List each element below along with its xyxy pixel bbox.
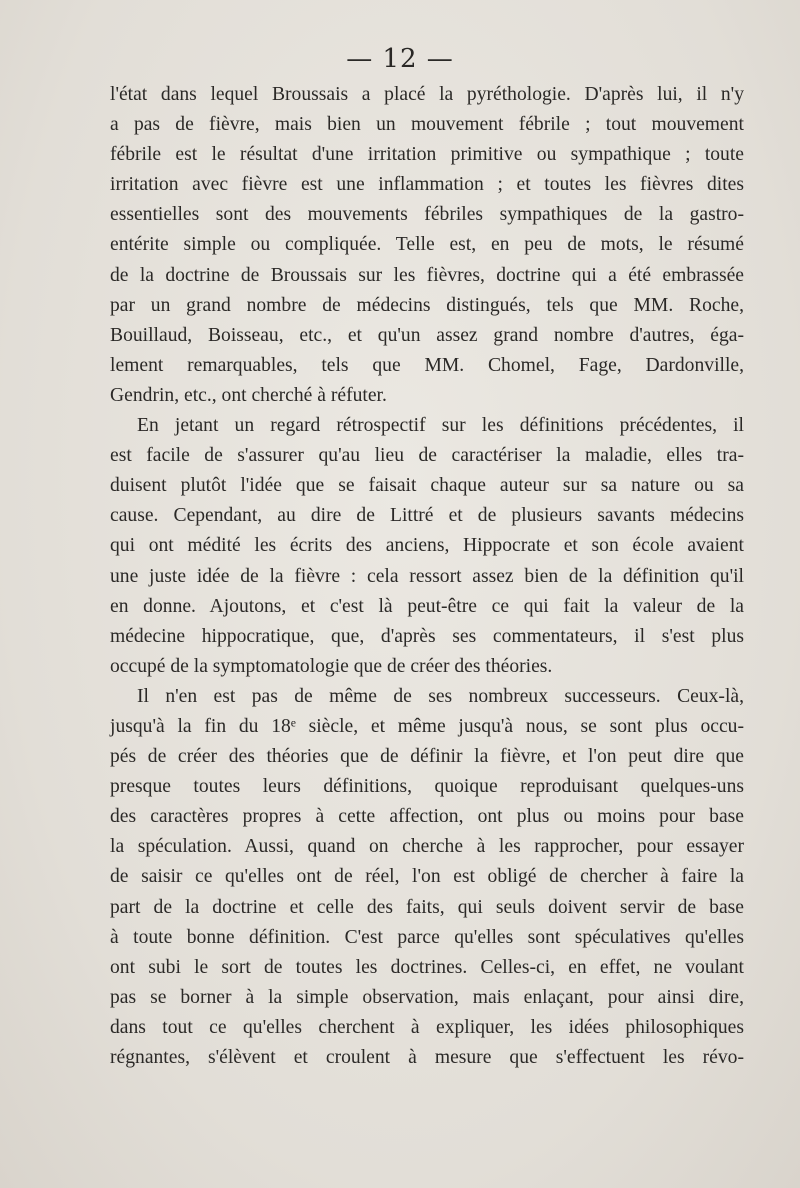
text-line: part de la doctrine et celle des faits, qui seuls doivent servir de base <box>110 896 744 918</box>
text-line: essentielles sont des mouvements fébriles sympathiques de la gastro- <box>110 204 744 226</box>
paragraph <box>110 411 744 682</box>
text-line: par un grand nombre de médecins distingués, tels que MM. Roche, <box>110 294 744 316</box>
text-line: entérite simple ou compliquée. Telle est, en peu de mots, le résumé <box>110 234 744 256</box>
paragraph <box>110 682 744 1073</box>
text-line: presque toutes leurs définitions, quoique reproduisant quelques-uns <box>110 776 744 798</box>
text-line: a pas de fièvre, mais bien un mouvement fébrile ; tout mouvement <box>110 114 744 136</box>
text-line: dans tout ce qu'elles cherchent à expliquer, les idées philosophiques <box>110 1016 744 1038</box>
text-line: occupé de la symptomatologie que de créer des théories. <box>110 655 553 677</box>
text-line: de saisir ce qu'elles ont de réel, l'on est obligé de chercher à faire la <box>110 866 744 888</box>
text-line: Bouillaud, Boisseau, etc., et qu'un assez grand nombre d'autres, éga- <box>110 324 744 346</box>
text-line: une juste idée de la fièvre : cela ressort assez bien de la définition qu'il <box>110 565 744 587</box>
text-line: pas se borner à la simple observation, mais enlaçant, pour ainsi dire, <box>110 986 744 1008</box>
text-line: jusqu'à la fin du 18ᵉ siècle, et même jusqu'à nous, se sont plus occu- <box>110 715 744 737</box>
text-line: est facile de s'assurer qu'au lieu de caractériser la maladie, elles tra- <box>110 445 744 467</box>
text-line: ont subi le sort de toutes les doctrines. Celles-ci, en effet, ne voulant <box>110 956 744 978</box>
text-line: des caractères propres à cette affection, ont plus ou moins pour base <box>110 806 744 828</box>
text-line: duisent plutôt l'idée que se faisait chaque auteur sur sa nature ou sa <box>110 475 744 497</box>
text-line: qui ont médité les écrits des anciens, Hippocrate et son école avaient <box>110 535 744 557</box>
text-line: l'état dans lequel Broussais a placé la pyréthologie. D'après lui, il n'y <box>110 84 744 105</box>
body-text <box>110 80 744 1073</box>
text-line: Il n'en est pas de même de ses nombreux successeurs. Ceux-là, <box>137 685 744 707</box>
text-line: En jetant un regard rétrospectif sur les définitions précédentes, il <box>137 415 744 437</box>
text-line: pés de créer des théories que de définir la fièvre, et l'on peut dire que <box>110 746 744 768</box>
text-line: en donne. Ajoutons, et c'est là peut-être ce qui fait la valeur de la <box>110 595 744 617</box>
text-line: régnantes, s'élèvent et croulent à mesure que s'effectuent les révo- <box>110 1047 744 1068</box>
text-line: fébrile est le résultat d'une irritation primitive ou sympathique ; toute <box>110 144 744 166</box>
text-line: Gendrin, etc., ont cherché à réfuter. <box>110 384 387 406</box>
text-line: la spéculation. Aussi, quand on cherche à les rapprocher, pour essayer <box>110 836 744 858</box>
text-line: cause. Cependant, au dire de Littré et de plusieurs savants médecins <box>110 505 744 527</box>
text-line: à toute bonne définition. C'est parce qu'elles sont spéculatives qu'elles <box>110 926 744 948</box>
paragraph <box>110 80 744 411</box>
text-line: irritation avec fièvre est une inflammation ; et toutes les fièvres dites <box>110 174 744 196</box>
text-line: de la doctrine de Broussais sur les fièvres, doctrine qui a été embrassée <box>110 264 744 286</box>
text-line: médecine hippocratique, que, d'après ses commentateurs, il s'est plus <box>110 625 744 647</box>
page-number: — 12 — <box>346 44 454 74</box>
text-line: lement remarquables, tels que MM. Chomel, Fage, Dardonville, <box>110 354 744 376</box>
